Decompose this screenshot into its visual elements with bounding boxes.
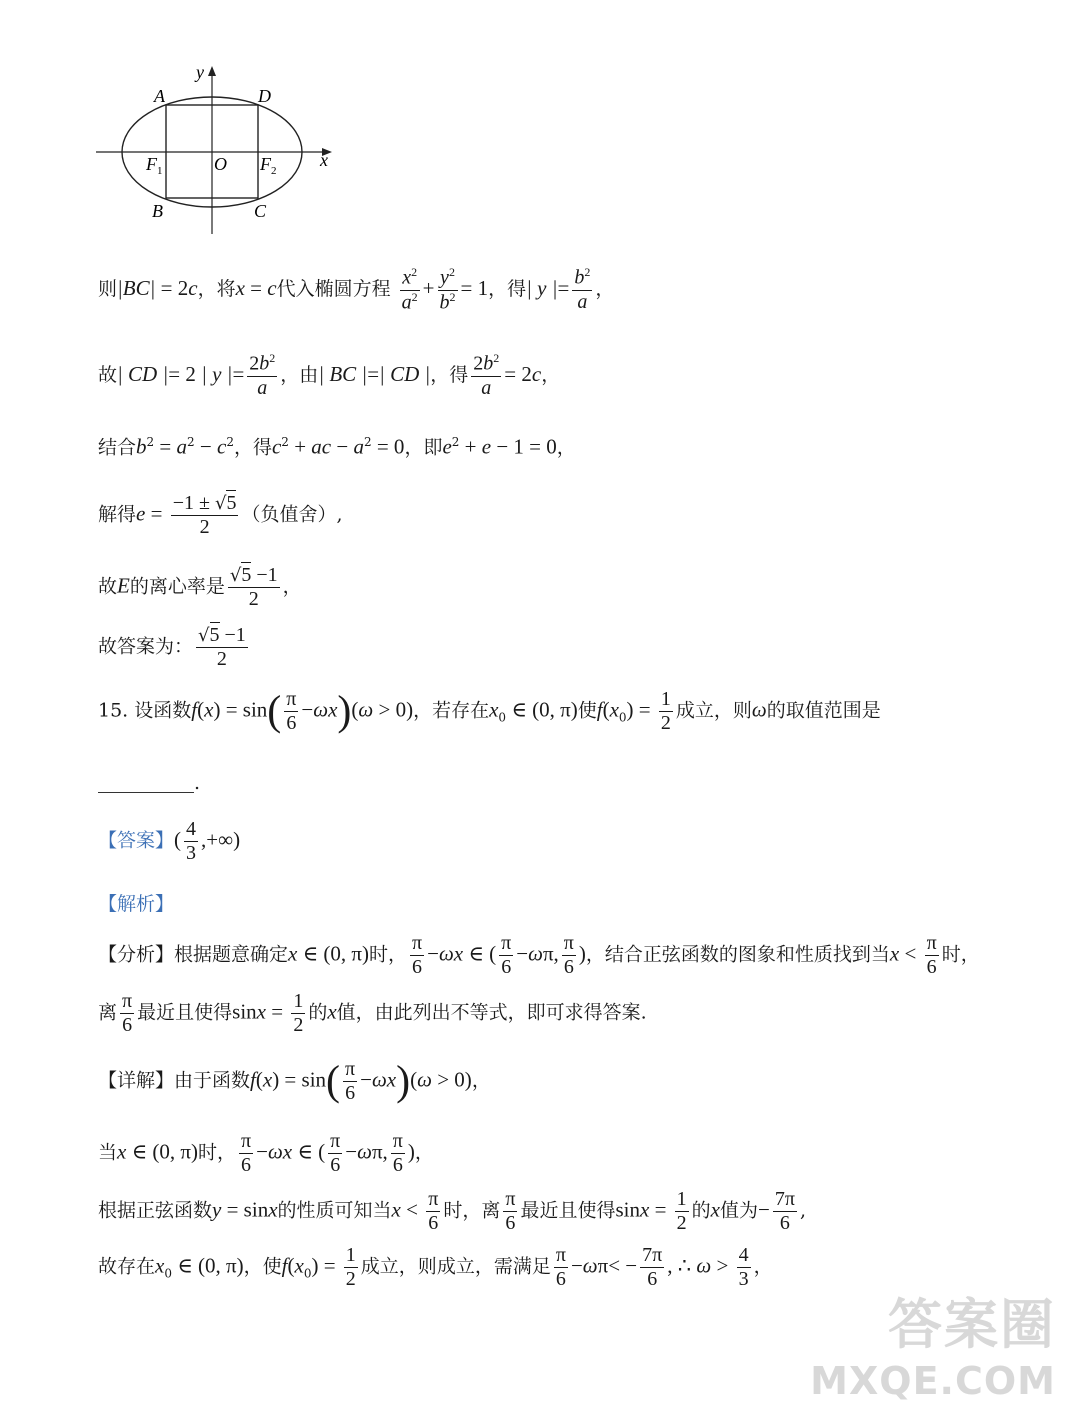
label-b: B <box>152 201 163 221</box>
label-a: A <box>154 86 165 106</box>
detail-line-3: 根据正弦函数y = sinx的性质可知当x < $\frac{\pi}{6}$ 时，离 $\frac{\pi}{6}$ 最近且使得sinx = $\frac{1}{2}$ 的x值为− $\frac{7\pi}{6}$ , <box>98 1188 807 1234</box>
watermark-logo: 答案圈 MXQE.COM <box>810 1293 1056 1403</box>
answer-blank: . <box>98 774 200 793</box>
solution-line-6: 故答案为： $\frac{√5 -1}{2}$ <box>98 624 246 670</box>
label-o: O <box>214 154 227 174</box>
label-d: D <box>258 86 271 106</box>
label-f2: $F_2$ <box>260 154 277 177</box>
label-y: y <box>196 62 204 82</box>
solution-line-2: 故| CD |= 2 | y |= $\frac{2b^2}{a}$ ，由| BC |=| CD |，得 $\frac{2b^2}{a}$ = 2c， <box>98 351 561 399</box>
y-axis-arrow <box>208 66 216 76</box>
solution-line-4: 解得e = $\frac{-1 \pm √5}{2}$ （负值舍）, <box>98 492 343 538</box>
label-f1: $F_1$ <box>146 154 163 177</box>
analysis-line-1: 【分析】根据题意确定x ∈ (0, π)时， $\frac{\pi}{6}$ −ωx ∈ ( $\frac{\pi}{6}$ −ωπ, $\frac{\pi}{6}$ )，结合正弦函数的图象和性质找到当x < $\frac{\pi}{6}$ 时， <box>98 932 980 978</box>
analysis-line-2: 离 $\frac{\pi}{6}$ 最近且使得sinx = $\frac{1}{2}$ 的x值，由此列出不等式，即可求得答案. <box>98 990 647 1036</box>
detail-line-4: 故存在$x_0$ ∈ (0, π)，使$f(x_0)$ = $\frac{1}{2}$ 成立，则成立，需满足 $\frac{\pi}{6}$ −ωπ< − $\frac{7\pi}{6}$ , ∴ ω > $\frac{4}{3}$ ， <box>98 1244 773 1290</box>
question-15: 15. 设函数f(x) = sin( $\frac{\pi}{6}$ −ωx)(ω > 0)，若存在$x_0$ ∈ (0, π)使$f(x_0)$ = $\frac{1}{2}$ 成立，则ω的取值范围是 <box>98 688 881 735</box>
label-x: x <box>320 150 328 170</box>
analysis-label: 【解析】 <box>98 893 175 915</box>
answer-line: 【答案】( $\frac{4}{3}$ ,+∞) <box>98 818 241 864</box>
solution-line-5: 故E的离心率是 $\frac{√5 -1}{2}$ ， <box>98 564 302 610</box>
label-c: C <box>254 201 267 221</box>
detail-line-1: 【详解】由于函数f(x) = sin( $\frac{\pi}{6}$ −ωx)(ω > 0)， <box>98 1058 491 1105</box>
detail-line-2: 当x ∈ (0, π)时， $\frac{\pi}{6}$ −ωx ∈ ( $\frac{\pi}{6}$ −ωπ, $\frac{\pi}{6}$ )， <box>98 1130 434 1176</box>
ellipse-figure <box>90 62 350 242</box>
solution-line-3: 结合$b^2 = a^2 - c^2$，得$c^2$ + ac − $a^2 = 0$，即$e^2 + e - 1 = 0$， <box>98 434 576 459</box>
solution-line-1: 则|BC| = 2c，将x = c代入椭圆方程 $\frac{x^2}{a^2}$ + $\frac{y^2}{b^2}$ = 1，得| y |= $\frac{b^2}{a}$ ， <box>98 265 615 314</box>
